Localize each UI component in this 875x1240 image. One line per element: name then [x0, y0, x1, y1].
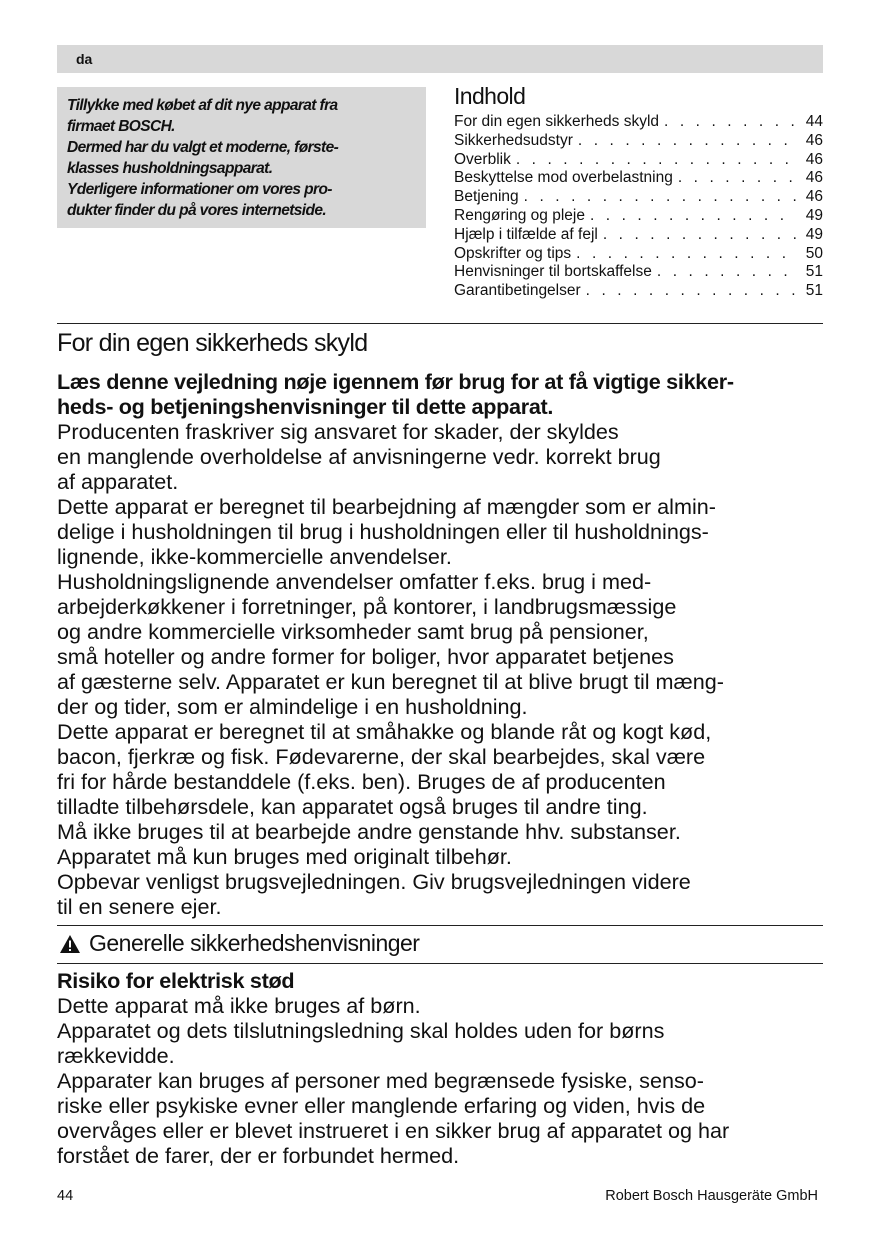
- language-code: da: [76, 51, 93, 67]
- section-divider: [57, 963, 823, 964]
- safety-body: Læs denne vejledning nøje igennem før brug for at få vigtige sikker- heds- og betjeningshenvisninger til dette apparat. Producenten fraskriver sig ansvaret for skader, der skyldes en manglende overholdelse af anvisningerne vedr. korrekt brug af apparatet. Dette apparat er beregnet til bearbejdning af mængder som er almin- delige i husholdningen til brug i husholdningen eller til husholdnings- lignende, ikke-kommercielle anvendelser. Husholdningslignende anvendelser omfatter f.eks. brug i med- arbejderkøkkener i forretninger, på kontorer, i landbrugsmæssige og andre kommercielle virksomheder samt brug på pensioner, små hoteller og andre former for boliger, hvor apparatet betjenes af gæsterne selv. Apparatet er kun beregnet til at blive brugt til mæng- der og tider, som er almindelige i en husholdning. Dette apparat er beregnet til at småhakke og blande råt og kogt kød, bacon, fjerkræ og fisk. Fødevarerne, der skal bearbejdes, skal være fri for hårde bestanddele (f.eks. ben). Bruges de af producenten tilladte tilbehørsdele, kan apparatet også bruges til andre ting. Må ikke bruges til at bearbejde andre genstande hhv. substanser. Apparatet må kun bruges med originalt tilbehør. Opbevar venligst brugsvejledningen. Giv brugsvejledningen videre til en senere ejer.: [57, 369, 734, 919]
- intro-box: [57, 87, 426, 228]
- section-divider: [57, 925, 823, 926]
- toc-entry[interactable]: Overblik . . . 46: [454, 151, 823, 170]
- page-number: 44: [57, 1188, 74, 1204]
- toc-entry[interactable]: For din egen sikkerheds skyld . . . 44: [454, 113, 823, 132]
- toc-entry[interactable]: Rengøring og pleje . . . 49: [454, 207, 823, 226]
- toc-entry[interactable]: Garantibetingelser . . . 51: [454, 282, 823, 301]
- toc-entry[interactable]: Sikkerhedsudstyr . . . 46: [454, 132, 823, 151]
- toc-entry[interactable]: Opskrifter og tips . . . 50: [454, 245, 823, 264]
- section-title: For din egen sikkerheds skyld: [57, 329, 368, 357]
- general-body: Risiko for elektrisk stød Dette apparat må ikke bruges af børn. Apparatet og dets tilslutningsledning skal holdes uden for børns rækkevidde. Apparater kan bruges af personer med begrænsede fysiske, senso- riske eller psykiske evner eller manglende erfaring og viden, hvis de overvåges eller er blevet instrueret i en sikker brug af apparatet og har forstået de farer, der er forbundet hermed.: [57, 968, 832, 1168]
- shock-risk-subheading: Risiko for elektrisk stød: [57, 968, 295, 993]
- language-bar: [57, 45, 823, 73]
- toc-entry[interactable]: Beskyttelse mod overbelastning . . . 46: [454, 169, 823, 188]
- general-safety-title: Generelle sikkerhedshenvisninger: [89, 930, 420, 956]
- general-safety-heading: [57, 929, 419, 957]
- table-of-contents: [454, 82, 823, 301]
- warning-icon: [59, 934, 81, 954]
- section-divider: [57, 323, 823, 324]
- footer-company: Robert Bosch Hausgeräte GmbH: [605, 1188, 818, 1204]
- toc-title: Indhold: [454, 83, 526, 109]
- toc-entry[interactable]: Hjælp i tilfælde af fejl . . . 49: [454, 226, 823, 245]
- toc-entry[interactable]: Henvisninger til bortskaffelse . . . 51: [454, 263, 823, 282]
- toc-entry[interactable]: Betjening . . . 46: [454, 188, 823, 207]
- intro-text: Tillykke med købet af dit nye apparat fra firmaet BOSCH. Dermed har du valgt et moderne, første- klasses husholdningsapparat. Yderligere informationer om vores pro- dukter finder du på vores internetside.: [67, 97, 339, 219]
